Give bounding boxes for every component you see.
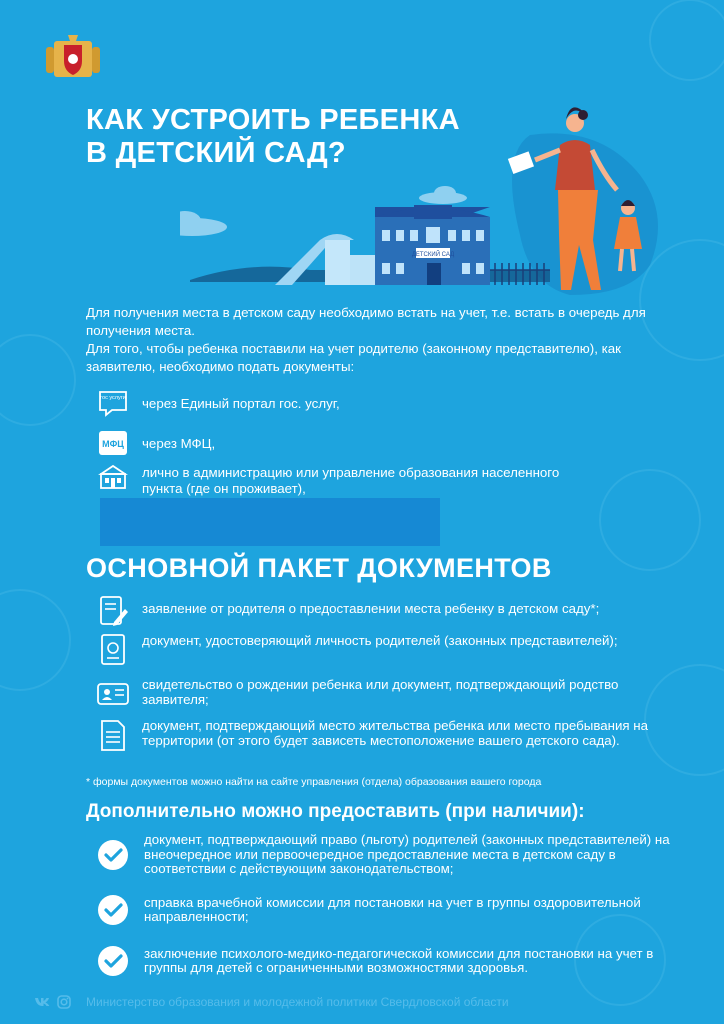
application-form-icon xyxy=(96,594,130,628)
option-administration xyxy=(96,462,562,497)
svg-text:гос услуги: гос услуги xyxy=(100,395,126,401)
extra-text: документ, подтверждающий право (льготу) родителей (законных представителей) на внеочередное или первоочередное предоставление места в детском саду в соответствии с действующим законодательством; xyxy=(144,832,670,877)
extra-item xyxy=(96,943,684,979)
coat-of-arms-icon xyxy=(44,33,102,79)
section-title: ОСНОВНОЙ ПАКЕТ ДОКУМЕНТОВ xyxy=(86,553,552,583)
document-text: свидетельство о рождении ребенка или документ, подтверждающий родство заявителя; xyxy=(142,677,619,707)
option-mfc xyxy=(96,428,215,458)
redacted-block xyxy=(100,498,440,546)
option-gosuslugi xyxy=(96,388,340,418)
svg-text:МФЦ: МФЦ xyxy=(102,439,124,449)
id-card-icon xyxy=(96,676,130,710)
extra-item xyxy=(96,892,684,928)
instagram-icon[interactable] xyxy=(56,994,72,1010)
vk-icon[interactable] xyxy=(34,994,50,1010)
check-icon xyxy=(96,838,130,872)
residence-document-icon xyxy=(96,718,130,752)
extra-title: Дополнительно можно предоставить (при наличии): xyxy=(86,801,585,822)
document-item xyxy=(96,676,682,710)
option-gosuslugi-text: через Единый портал гос. услуг, xyxy=(142,396,340,411)
title-line-1: КАК УСТРОИТЬ РЕБЕНКА xyxy=(86,104,460,136)
kindergarten-illustration xyxy=(180,105,680,305)
intro-paragraph-1: Для получения места в детском саду необходимо встать на учет, т.е. встать в очередь для получения места. xyxy=(86,305,646,338)
check-icon xyxy=(96,944,130,978)
document-item xyxy=(96,718,682,752)
document-item xyxy=(96,594,682,628)
administration-building-icon xyxy=(96,462,130,492)
mfc-icon xyxy=(96,428,130,458)
footer xyxy=(34,994,509,1010)
extra-text: справка врачебной комиссии для постановки на учет в группы оздоровительной направленности; xyxy=(144,894,641,924)
intro-paragraph-2: Для того, чтобы ребенка поставили на учет родителю (законному представителю), как заявителю, необходимо подать документы: xyxy=(86,341,621,374)
document-text: документ, удостоверяющий личность родителей (законных представителей); xyxy=(142,633,618,648)
extra-item xyxy=(96,830,684,880)
document-item xyxy=(96,632,682,666)
option-mfc-text: через МФЦ, xyxy=(142,436,216,451)
gosuslugi-icon xyxy=(96,388,130,418)
document-text: заявление от родителя о предоставлении места ребенку в детском саду*; xyxy=(142,601,600,616)
passport-icon xyxy=(96,632,130,666)
title-line-2: В ДЕТСКИЙ САД? xyxy=(86,137,346,169)
extra-text: заключение психолого-медико-педагогической комиссии для постановки на учет в группы для детей с ограниченными возможностями здоровья. xyxy=(144,945,654,975)
building-sign: ДЕТСКИЙ САД xyxy=(411,252,455,258)
document-text: документ, подтверждающий место жительства ребенка или место пребывания на территории (от этого будет зависеть местоположение вашего детского сада). xyxy=(142,718,649,748)
option-administration-text: лично в администрацию или управление образования населенного пункта (где он проживает), xyxy=(142,465,560,496)
footer-text: Министерство образования и молодежной политики Свердловской области xyxy=(86,995,509,1009)
check-icon xyxy=(96,893,130,927)
intro-text xyxy=(86,304,686,376)
footnote: * формы документов можно найти на сайте управления (отдела) образования вашего города xyxy=(86,776,542,788)
